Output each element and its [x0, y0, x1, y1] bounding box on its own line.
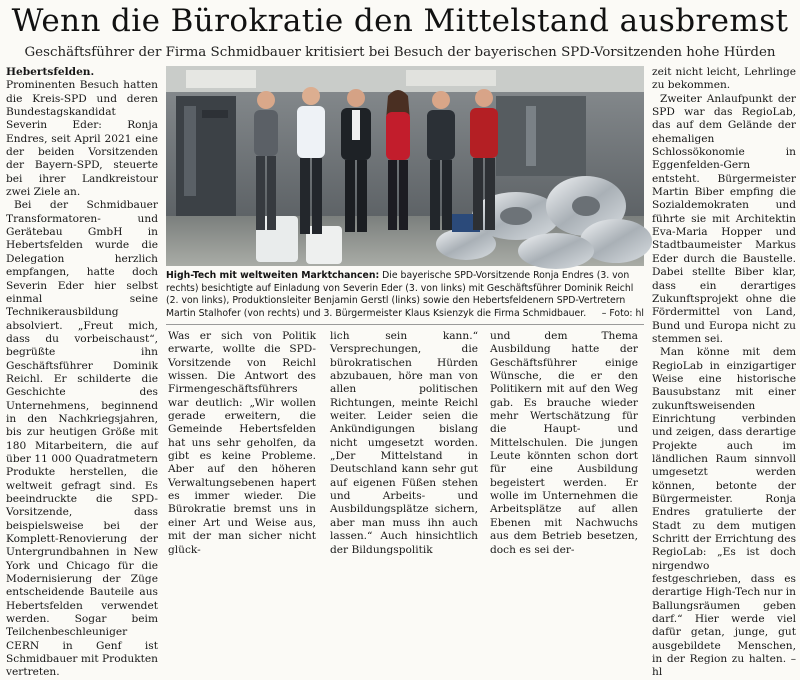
photo-caption: [166, 270, 644, 320]
dateline: Hebertsfelden.: [6, 66, 95, 78]
body-paragraph: Bei der Schmidbauer Transformatoren- und Gerätebau GmbH in Hebertsfelden wurde die Delegation herzlich empfangen, hatte doch Severin Eder hier selbst einmal seine Technikerausbildung absolviert. „Freut mich, dass du vorbeischaust“, begrüßte ihn Geschäftsführer Dominik Reichl. Er schilderte die Geschichte des Unternehmens, beginnend in den Nachkriegsjahren, bis zur heutigen Größe mit 180 Mitarbeitern, die auf über 11 000 Quadratmetern Produkte herstellen, die weltweit gefragt sind. Es beeindruckte die SPD-Vorsitzende, dass beispielsweise bei der Komplett-Renovierung der Untergrundbahnen in New York und Chicago für die Modernisierung der Züge entscheidende Bauteile aus Hebertsfelden verwendet werden. Sogar beim Teilchenbeschleuniger CERN in Genf ist Schmidbauer mit Produkten vertreten.: [6, 199, 158, 679]
body-paragraph: Zweiter Anlaufpunkt der SPD war das RegioLab, das auf dem Gelände der ehemaligen Schlossökonomie in Eggenfelden-Gern entsteht. Bürgermeister Martin Biber empfing die Sozialdemokraten und führte sie mit Architektin Eva-Maria Hopper und Stadtbaumeister Markus Eder durch die Baustelle. Dabei stellte Biber klar, dass ein derartiges Zukunftsprojekt ohne die Fördermittel von Land, Bund und Europa nicht zu stemmen sei.: [652, 92, 796, 345]
caption-title: High-Tech mit weltweiten Marktchancen:: [166, 270, 380, 281]
body-paragraph: [652, 346, 796, 680]
article-column-right: [652, 66, 796, 679]
caption-divider: [166, 324, 644, 325]
article-column-c: [490, 330, 638, 556]
article-column-a: [168, 330, 316, 556]
body-paragraph: zeit nicht leicht, Lehrlinge zu bekommen.: [652, 66, 796, 92]
photo-credit: – Foto: hl: [601, 307, 644, 319]
lead-paragraph: [6, 66, 158, 199]
paragraph-text: Man könne mit dem RegioLab in einzigartiger Weise eine historische Bausubstanz mit einer zukunftsweisenden Einrichtung verbinden und zeigen, dass derartige Projekte auch im ländlichen Raum sinnvoll umgesetzt werden können, betonte der Bürgermeister. Ronja Endres gratulierte der Stadt zu dem mutigen Schritt der Errichtung des RegioLab: „Es ist doch nirgendwo festgeschrieben, dass es derartige High-Tech nur in Ballungsräumen geben darf.“ Hier werde viel dafür getan, junge, gut ausgebildete Menschen, in der Region zu halten.: [652, 346, 796, 666]
caption-text: Die bayerische SPD-Vorsitzende Ronja Endres (3. von rechts) besichtigte auf Einladung von Severin Eder (3. von links) mit Geschäftsführer Dominik Reichl (2. von links), Produktionsleiter Benjamin Gerstl (links) sowie den Hebertsfeldenern SPD-Vertretern Martin Stalhofer (von rechts) und 3. Bürgermeister Klaus Ksienzyk die Firma Schmidbauer.: [166, 270, 634, 319]
article-headline: Wenn die Bürokratie den Mittelstand ausbremst: [11, 3, 789, 39]
article-column-left: [6, 66, 158, 679]
article-column-b: [330, 330, 478, 556]
article-photo: [166, 66, 644, 266]
body-paragraph: Was er sich von Politik erwarte, wollte die SPD-Vorsitzende von Reichl wissen. Die Antwort des Firmengeschäftsführers war deutlich: „Wir wollen gerade erweitern, die Gemeinde Hebertsfelden hat uns sehr geholfen, da gibt es keine Probleme. Aber auf den höheren Verwaltungsebenen hapert es immer wieder. Die Bürokratie bremst uns in einer Art und Weise aus, mit der man sicher nicht glück-: [168, 330, 316, 556]
article-subheadline: Geschäftsführer der Firma Schmidbauer kritisiert bei Besuch der bayerischen SPD-Vorsitzenden hohe Hürden: [24, 45, 776, 60]
author-signature: – hl: [652, 653, 796, 679]
factory-group-photo: [166, 66, 644, 266]
lead-text: Prominenten Besuch hatten die Kreis-SPD und deren Bundestagskandidat Severin Eder: Ronja Endres, seit April 2021 eine der beiden Vorsitzenden der Bayern-SPD, steuerte bei ihrer Landkreistour zwei Ziele an.: [6, 79, 158, 199]
body-paragraph: lich sein kann.“ Versprechungen, die bürokratischen Hürden abzubauen, höre man von allen politischen Richtungen, meinte Reichl weiter. Leider seien die Ankündigungen bislang nicht umgesetzt worden. „Der Mittelstand in Deutschland kann sehr gut auf eigenen Füßen stehen und Arbeits- und Ausbildungsplätze sichern, aber man muss ihn auch lassen.“ Auch hinsichtlich der Bildungspolitik: [330, 330, 478, 556]
body-paragraph: und dem Thema Ausbildung hatte der Geschäftsführer einige Wünsche, die er den Politikern mit auf den Weg gab. Es brauche wieder mehr Wertschätzung für die Haupt- und Mittelschulen. Die jungen Leute könnten schon dort für eine Ausbildung begeistert werden. Er wolle im Unternehmen die Arbeitsplätze auf allen Ebenen mit Nachwuchs aus dem Betrieb besetzen, doch es sei der-: [490, 330, 638, 556]
